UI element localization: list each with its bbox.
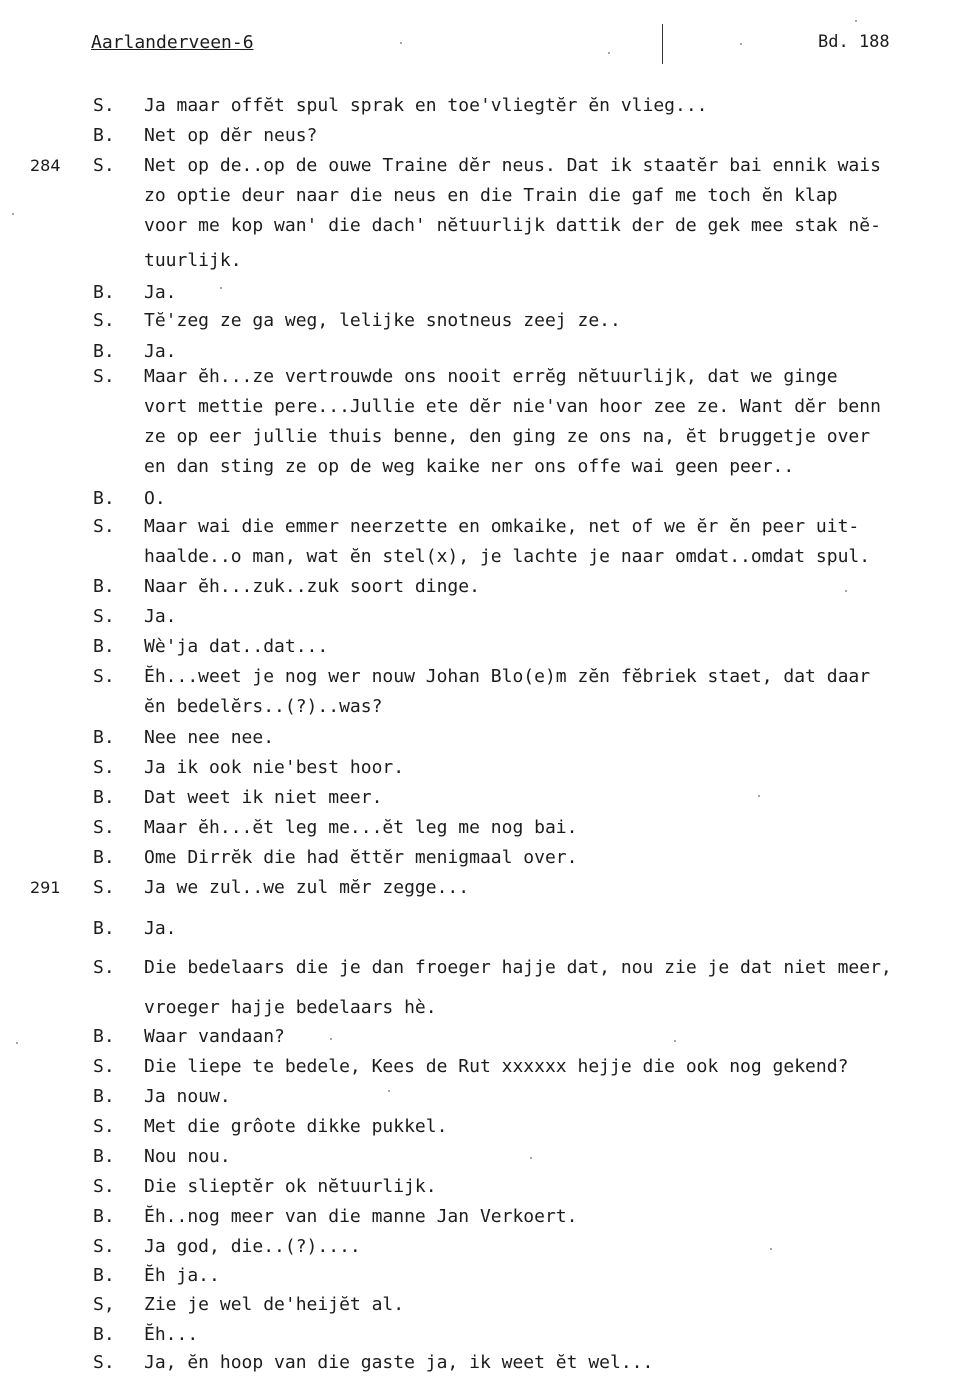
line-text: Naar ĕh...zuk..zuk soort dinge. <box>144 576 480 597</box>
transcript-line <box>0 280 979 306</box>
line-text: tuurlijk. <box>144 250 242 271</box>
line-text: Ja, ĕn hoop van die gaste ja, ik weet ĕt wel... <box>144 1352 654 1373</box>
line-text: Ja maar offĕt spul sprak en toe'vliegtĕr ĕn vlieg... <box>144 95 708 116</box>
transcript-line <box>0 1174 979 1200</box>
speaker-label: S. <box>93 1176 115 1197</box>
header-divider-mark <box>662 24 663 64</box>
scan-speck <box>16 1042 18 1044</box>
line-text: Ĕh..nog meer van die manne Jan Verkoert. <box>144 1206 578 1227</box>
scan-speck <box>388 1090 390 1092</box>
transcript-line <box>0 544 979 570</box>
speaker-label: B. <box>93 1146 115 1167</box>
line-text: Dat weet ik niet meer. <box>144 787 383 808</box>
line-text: haalde..o man, wat ĕn stel(x), je lachte je naar omdat..omdat spul. <box>144 546 871 567</box>
speaker-label: B. <box>93 918 115 939</box>
transcript-line <box>0 454 979 480</box>
transcript-line <box>0 1024 979 1050</box>
scan-speck <box>530 1157 532 1159</box>
speaker-label: S. <box>93 757 115 778</box>
speaker-label: B. <box>93 341 115 362</box>
scan-speck <box>740 43 742 45</box>
speaker-label: S. <box>93 95 115 116</box>
speaker-label: B. <box>93 1324 115 1345</box>
scan-speck <box>220 287 222 289</box>
transcript-line <box>0 1292 979 1318</box>
speaker-label: S. <box>93 957 115 978</box>
line-text: Maar wai die emmer neerzette en omkaike, net of we ĕr ĕn peer uit- <box>144 516 860 537</box>
transcript-line <box>0 955 979 981</box>
speaker-label: B. <box>93 727 115 748</box>
speaker-label: S. <box>93 155 115 176</box>
line-text: Ja. <box>144 282 177 303</box>
line-text: voor me kop wan' die dach' nĕtuurlijk dattik der de gek mee stak nĕ- <box>144 215 881 236</box>
line-text: Ĕh ja.. <box>144 1265 220 1286</box>
transcript-line <box>0 308 979 334</box>
transcript-line <box>0 845 979 871</box>
transcript-line <box>0 1322 979 1348</box>
line-text: vroeger hajje bedelaars hè. <box>144 997 437 1018</box>
speaker-label: B. <box>93 1026 115 1047</box>
speaker-label: B. <box>93 282 115 303</box>
speaker-label: B. <box>93 847 115 868</box>
speaker-label: B. <box>93 1265 115 1286</box>
line-text: Zie je wel de'heijĕt al. <box>144 1294 405 1315</box>
transcript-line <box>0 1204 979 1230</box>
speaker-label: S. <box>93 366 115 387</box>
transcript-line <box>0 153 979 179</box>
speaker-label: B. <box>93 488 115 509</box>
line-text: Wè'ja dat..dat... <box>144 636 329 657</box>
line-text: Net op de..op de ouwe Traine dĕr neus. Dat ik staatĕr bai ennik wais <box>144 155 881 176</box>
transcript-line <box>0 916 979 942</box>
scan-speck <box>12 213 14 215</box>
transcript-line <box>0 339 979 365</box>
line-text: vort mettie pere...Jullie ete dĕr nie'van hoor zee ze. Want dĕr benn <box>144 396 881 417</box>
line-text: Maar ĕh...ĕt leg me...ĕt leg me nog bai. <box>144 817 578 838</box>
transcript-line <box>0 514 979 540</box>
line-text: Ja we zul..we zul mĕr zegge... <box>144 877 470 898</box>
speaker-label: S. <box>93 516 115 537</box>
transcript-line <box>0 1054 979 1080</box>
speaker-label: B. <box>93 125 115 146</box>
line-text: Ja. <box>144 918 177 939</box>
line-text: Ja ik ook nie'best hoor. <box>144 757 405 778</box>
speaker-label: B. <box>93 636 115 657</box>
scan-speck <box>758 795 760 797</box>
line-text: Nou nou. <box>144 1146 231 1167</box>
line-text: zo optie deur naar die neus en die Train die gaf me toch ĕn klap <box>144 185 838 206</box>
line-text: Tĕ'zeg ze ga weg, lelijke snotneus zeej ze.. <box>144 310 621 331</box>
transcript-line <box>0 213 979 239</box>
transcript-line <box>0 815 979 841</box>
scan-speck <box>400 42 402 44</box>
transcript-line <box>0 875 979 901</box>
transcript-line <box>0 755 979 781</box>
transcript-line <box>0 486 979 512</box>
scan-speck <box>330 1038 332 1040</box>
line-text: Waar vandaan? <box>144 1026 285 1047</box>
transcript-line <box>0 424 979 450</box>
speaker-label: S. <box>93 310 115 331</box>
line-text: Ome Dirrĕk die had ĕttĕr menigmaal over. <box>144 847 578 868</box>
transcript-line <box>0 183 979 209</box>
speaker-label: B. <box>93 1086 115 1107</box>
line-text: Die liepe te bedele, Kees de Rut xxxxxx hejje die ook nog gekend? <box>144 1056 849 1077</box>
scan-speck <box>770 1248 772 1250</box>
transcript-line <box>0 1084 979 1110</box>
line-text: Ĕh...weet je nog wer nouw Johan Blo(e)m zĕn fĕbriek staet, dat daar <box>144 666 871 687</box>
transcript-line <box>0 995 979 1021</box>
scan-speck <box>845 590 847 592</box>
speaker-label: S. <box>93 1116 115 1137</box>
line-text: ĕn bedelĕrs..(?)..was? <box>144 696 383 717</box>
speaker-label: B. <box>93 576 115 597</box>
speaker-label: S, <box>93 1294 115 1315</box>
transcript-line <box>0 1234 979 1260</box>
speaker-label: S. <box>93 1352 115 1373</box>
transcript-line <box>0 1114 979 1140</box>
transcript-line <box>0 394 979 420</box>
margin-line-number: 284 <box>30 156 61 175</box>
line-text: Nee nee nee. <box>144 727 275 748</box>
line-text: Ja nouw. <box>144 1086 231 1107</box>
page-reference: Bd. 188 <box>818 32 890 52</box>
line-text: Met die grôote dikke pukkel. <box>144 1116 448 1137</box>
scan-speck <box>608 52 610 54</box>
transcript-line <box>0 604 979 630</box>
scan-speck <box>855 20 857 22</box>
transcript-line <box>0 248 979 274</box>
speaker-label: S. <box>93 1236 115 1257</box>
transcript-line <box>0 364 979 390</box>
transcript-line <box>0 785 979 811</box>
line-text: Ĕh... <box>144 1324 199 1345</box>
speaker-label: S. <box>93 877 115 898</box>
line-text: Ja. <box>144 606 177 627</box>
line-text: Ja. <box>144 341 177 362</box>
transcript-line <box>0 725 979 751</box>
line-text: Die bedelaars die je dan froeger hajje dat, nou zie je dat niet meer, <box>144 957 892 978</box>
transcript-line <box>0 1263 979 1289</box>
speaker-label: B. <box>93 1206 115 1227</box>
line-text: Ja god, die..(?).... <box>144 1236 361 1257</box>
speaker-label: S. <box>93 817 115 838</box>
transcript-line <box>0 1144 979 1170</box>
transcript-line <box>0 1350 979 1376</box>
transcript-line <box>0 574 979 600</box>
line-text: Net op dĕr neus? <box>144 125 318 146</box>
line-text: en dan sting ze op de weg kaike ner ons offe wai geen peer.. <box>144 456 795 477</box>
line-text: Die slieptĕr ok nĕtuurlijk. <box>144 1176 437 1197</box>
transcript-line <box>0 93 979 119</box>
line-text: Maar ĕh...ze vertrouwde ons nooit errĕg nĕtuurlijk, dat we ginge <box>144 366 838 387</box>
line-text: ze op eer jullie thuis benne, den ging ze ons na, ĕt bruggetje over <box>144 426 871 447</box>
speaker-label: S. <box>93 1056 115 1077</box>
margin-line-number: 291 <box>30 878 61 897</box>
line-text: O. <box>144 488 166 509</box>
speaker-label: S. <box>93 666 115 687</box>
document-title: Aarlanderveen-6 <box>91 32 254 53</box>
transcript-line <box>0 664 979 690</box>
speaker-label: S. <box>93 606 115 627</box>
transcript-line <box>0 634 979 660</box>
scan-speck <box>674 1040 676 1042</box>
transcript-line <box>0 694 979 720</box>
speaker-label: B. <box>93 787 115 808</box>
transcript-line <box>0 123 979 149</box>
